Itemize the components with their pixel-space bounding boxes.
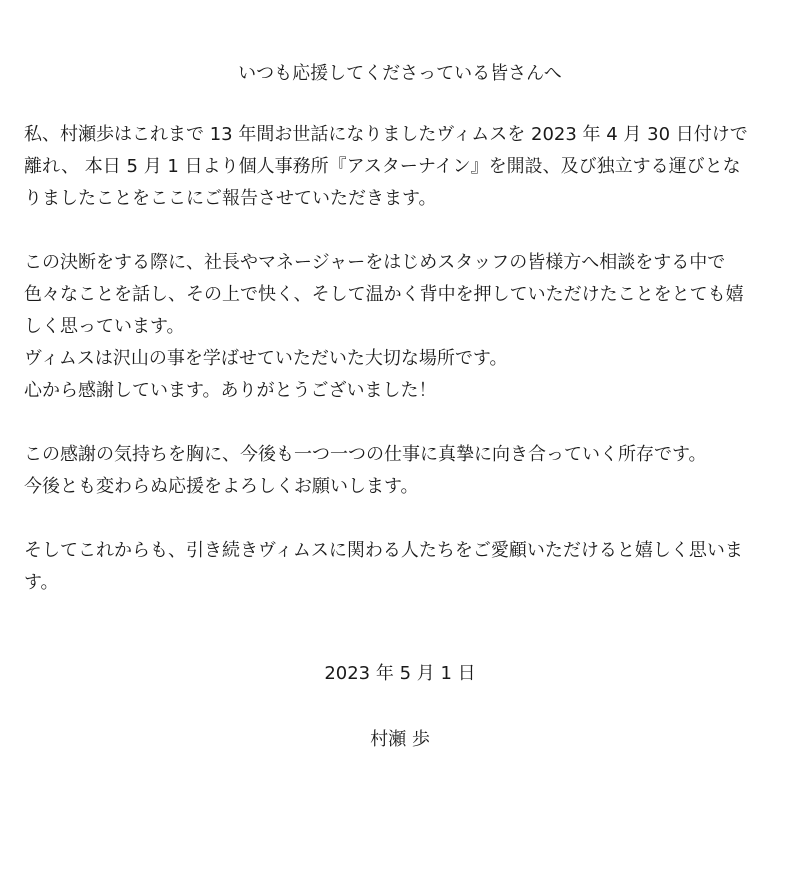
body-line: ヴィムスは沢山の事を学ばせていただいた大切な場所です。 <box>24 348 508 369</box>
body-line: 離れ、 本日 5 月 1 日より個人事務所『アスターナイン』を開設、及び独立する運びとな <box>24 156 741 177</box>
body-line: しく思っています。 <box>24 316 185 337</box>
body-line: 私、村瀬歩はこれまで 13 年間お世話になりましたヴィムスを 2023 年 4 月 30 日付けで <box>24 124 748 145</box>
paragraph-gap <box>24 215 784 247</box>
paragraph-gap <box>24 407 784 439</box>
body-line: この決断をする際に、社長やマネージャーをはじめスタッフの皆様方へ相談をする中で <box>24 252 726 273</box>
body-line: 心から感謝しています。ありがとうございました！ <box>24 380 437 401</box>
paragraph-closing <box>24 535 784 599</box>
body-line: この感謝の気持ちを胸に、今後も一つ一つの仕事に真摯に向き合っていく所存です。 <box>24 444 707 465</box>
paragraph-gap <box>24 503 784 535</box>
letter-signature: 村瀬 歩 <box>370 729 430 750</box>
body-line: 色々なことを話し、その上で快く、そして温かく背中を押していただけたことをとても嬉 <box>24 284 744 305</box>
paragraph-commitment <box>24 439 784 503</box>
body-line: す。 <box>24 572 59 593</box>
body-line: そしてこれからも、引き続きヴィムスに関わる人たちをご愛顧いただけると嬉しく思いま <box>24 540 743 561</box>
body-line: 今後とも変わらぬ応援をよろしくお願いします。 <box>24 476 419 497</box>
body-line: りましたことをここにご報告させていただきます。 <box>24 188 437 209</box>
paragraph-gratitude <box>24 247 784 407</box>
paragraph-announcement <box>24 119 784 215</box>
letter-date: 2023 年 5 月 1 日 <box>324 663 476 684</box>
letter-body <box>24 119 784 599</box>
letter-greeting: いつも応援してくださっている皆さんへ <box>238 63 562 84</box>
